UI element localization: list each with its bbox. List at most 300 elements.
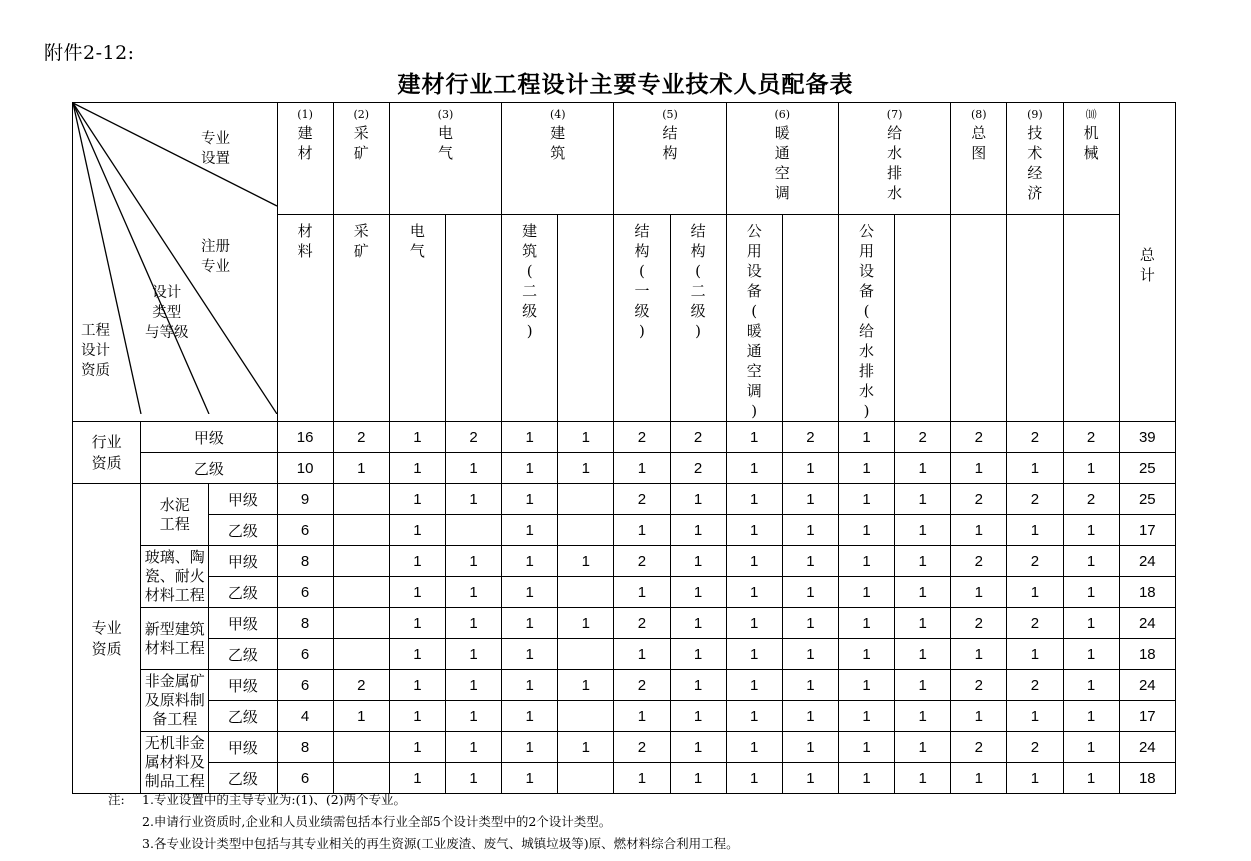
staff-count: 1 (670, 577, 726, 608)
specialty-header (1007, 103, 1063, 215)
staff-count (558, 639, 614, 670)
staff-count: 1 (558, 546, 614, 577)
corner-text: 类型 (152, 305, 182, 321)
staff-count: 8 (277, 546, 333, 577)
staff-count (333, 639, 389, 670)
registered-char: 料 (297, 242, 313, 260)
registered-specialty (895, 215, 951, 422)
design-type-label-text: 制品工程 (144, 772, 205, 790)
professional-qualification-label-text: 专业 (91, 618, 122, 637)
staff-count: 1 (726, 546, 782, 577)
staff-count: 1 (726, 670, 782, 701)
staff-count: 2 (1007, 546, 1063, 577)
staff-count: 1 (670, 639, 726, 670)
staff-count: 2 (1007, 732, 1063, 763)
specialty-number: (8) (970, 108, 987, 121)
staff-count: 1 (838, 453, 894, 484)
design-type-label-text: 玻璃、陶 (144, 548, 205, 566)
registered-char: ) (863, 402, 870, 420)
registered-specialty (277, 215, 333, 422)
registered-specialty (445, 215, 501, 422)
registered-specialty (1007, 215, 1063, 422)
staff-count: 1 (445, 701, 501, 732)
staff-count: 1 (838, 608, 894, 639)
staff-count (558, 515, 614, 546)
registered-char: 结 (690, 222, 706, 240)
registered-char: 用 (859, 242, 875, 260)
registered-char: 级 (522, 302, 538, 320)
staff-count: 1 (895, 763, 951, 794)
specialty-name-char: 术 (1027, 144, 1043, 163)
staff-count: 1 (445, 732, 501, 763)
registered-char: 二 (522, 282, 538, 300)
design-type-label (141, 484, 209, 546)
staff-count: 1 (895, 484, 951, 515)
specialty-name-char: 水 (887, 184, 903, 203)
staff-count: 2 (670, 453, 726, 484)
registered-specialty (951, 215, 1007, 422)
registered-char: ( (695, 262, 702, 280)
registered-char: 电 (409, 222, 425, 240)
specialty-name-char: 总 (971, 124, 987, 143)
staff-count: 1 (614, 701, 670, 732)
corner-qualification-label (81, 321, 110, 381)
staff-count: 1 (389, 670, 445, 701)
staff-count: 1 (614, 453, 670, 484)
staff-count: 2 (951, 670, 1007, 701)
staff-count: 1 (389, 546, 445, 577)
specialty-number: (9) (1027, 108, 1043, 121)
staff-count: 1 (951, 515, 1007, 546)
table-row (73, 484, 1176, 515)
staff-count: 6 (277, 639, 333, 670)
specialty-name-char: 图 (971, 144, 987, 163)
staff-count: 1 (670, 701, 726, 732)
specialty-number: (4) (549, 108, 566, 121)
industry-qualification-label (73, 422, 141, 484)
staff-count: 1 (502, 763, 558, 794)
table-row (73, 515, 1176, 546)
registered-char: 设 (746, 262, 762, 280)
specialty-name-char: 济 (1027, 184, 1043, 203)
staff-count: 2 (782, 422, 838, 453)
staff-count: 1 (502, 515, 558, 546)
specialty-header (389, 103, 501, 215)
specialty-name-char: 构 (662, 144, 678, 163)
staff-count: 1 (333, 453, 389, 484)
design-type-label-text: 属材料及 (144, 753, 205, 771)
staff-count: 2 (951, 422, 1007, 453)
staff-count: 2 (614, 546, 670, 577)
registered-char: ) (695, 322, 702, 340)
grade-label: 甲级 (209, 608, 277, 639)
total-value: 18 (1119, 763, 1175, 794)
design-type-label (141, 732, 209, 794)
staff-count: 2 (1007, 670, 1063, 701)
design-type-label-text: 水泥 (159, 495, 190, 514)
corner-text: 专业 (201, 259, 230, 275)
staff-count: 1 (502, 422, 558, 453)
registered-char: 调 (746, 382, 762, 400)
specialty-number: (5) (662, 108, 678, 121)
specialty-name-char: 技 (1027, 124, 1043, 143)
staff-count: 2 (1007, 608, 1063, 639)
corner-specialty-label (201, 129, 230, 169)
total-value: 25 (1119, 453, 1175, 484)
staff-count: 1 (838, 670, 894, 701)
registered-char: 备 (859, 282, 875, 300)
grade-label: 甲级 (209, 484, 277, 515)
registered-char: 筑 (522, 242, 538, 260)
specialty-name-char: 建 (550, 124, 566, 143)
staff-count: 1 (838, 515, 894, 546)
staff-count: 4 (277, 701, 333, 732)
design-type-label (141, 546, 209, 608)
design-type-label-text: 工程 (159, 514, 190, 533)
grade-label: 乙级 (209, 639, 277, 670)
staff-count: 1 (782, 484, 838, 515)
staff-count: 1 (558, 453, 614, 484)
registered-char: 给 (859, 322, 875, 340)
staff-count: 1 (670, 670, 726, 701)
staff-count: 1 (1063, 577, 1119, 608)
staff-count: 2 (1063, 422, 1119, 453)
grade-label: 甲级 (209, 546, 277, 577)
total-value: 17 (1119, 515, 1175, 546)
staff-count: 1 (1063, 732, 1119, 763)
corner-text: 与等级 (145, 325, 189, 341)
table-row (73, 422, 1176, 453)
registered-char: ( (751, 302, 758, 320)
staff-count: 1 (782, 453, 838, 484)
staff-count: 1 (726, 763, 782, 794)
staff-count: 1 (895, 670, 951, 701)
staff-count: 1 (782, 608, 838, 639)
staff-count: 1 (670, 732, 726, 763)
staff-count: 2 (333, 422, 389, 453)
specialty-header (333, 103, 389, 215)
footnote-line: 3.各专业设计类型中包括与其专业相关的再生资源(工业废渣、废气、城镇垃圾等)原、燃材料综合利用工程。 (142, 836, 739, 851)
specialty-name-char: 建 (297, 124, 313, 143)
registered-char: 一 (634, 282, 650, 300)
staff-count: 1 (726, 484, 782, 515)
staff-count: 1 (502, 670, 558, 701)
staff-count: 1 (445, 546, 501, 577)
staff-count: 1 (670, 608, 726, 639)
registered-specialty (782, 215, 838, 422)
registered-specialty (1063, 215, 1119, 422)
staff-count: 9 (277, 484, 333, 515)
specialty-name-char: 采 (353, 124, 369, 143)
staff-count: 1 (951, 577, 1007, 608)
staff-count: 1 (895, 515, 951, 546)
staff-count: 1 (838, 763, 894, 794)
staff-count: 1 (389, 763, 445, 794)
total-value: 25 (1119, 484, 1175, 515)
corner-text: 资质 (81, 363, 110, 379)
staff-count: 1 (1007, 515, 1063, 546)
staff-count: 1 (782, 515, 838, 546)
staff-count: 1 (726, 515, 782, 546)
table-row (73, 732, 1176, 763)
staff-count: 6 (277, 515, 333, 546)
staff-count: 1 (333, 701, 389, 732)
staff-count: 1 (670, 515, 726, 546)
grade-label: 乙级 (209, 763, 277, 794)
staff-count: 1 (726, 639, 782, 670)
grade-label: 甲级 (209, 670, 277, 701)
staff-count: 1 (726, 701, 782, 732)
staff-count: 1 (1063, 546, 1119, 577)
specialty-name-char: 通 (774, 144, 790, 163)
specialty-name-char: 结 (662, 124, 678, 143)
table-row (73, 701, 1176, 732)
staff-count: 1 (558, 608, 614, 639)
staff-count: 1 (838, 422, 894, 453)
registered-char: 级 (634, 302, 650, 320)
staff-count: 1 (1007, 639, 1063, 670)
specialty-number: (6) (774, 108, 791, 121)
specialty-number: ⑽ (1085, 108, 1097, 121)
total-value: 24 (1119, 608, 1175, 639)
staff-count: 2 (614, 732, 670, 763)
staff-count: 1 (951, 763, 1007, 794)
total-header (1119, 103, 1175, 422)
staff-count: 2 (951, 732, 1007, 763)
specialty-number: (3) (437, 108, 454, 121)
staff-count: 1 (670, 763, 726, 794)
staff-count: 1 (838, 484, 894, 515)
table-row (73, 639, 1176, 670)
staff-count: 1 (1063, 608, 1119, 639)
registered-char: 水 (859, 342, 875, 360)
table-row (73, 608, 1176, 639)
total-value: 18 (1119, 577, 1175, 608)
registered-char: 气 (409, 242, 425, 260)
staff-count: 8 (277, 732, 333, 763)
staff-count: 1 (445, 577, 501, 608)
registered-specialty (558, 215, 614, 422)
design-type-label-text: 新型建筑 (144, 619, 205, 638)
design-type-label-text: 材料工程 (144, 638, 205, 657)
staff-count: 1 (782, 670, 838, 701)
staff-count: 1 (389, 422, 445, 453)
staffing-table (72, 102, 1176, 794)
grade-label: 乙级 (209, 701, 277, 732)
registered-char: 结 (634, 222, 650, 240)
staff-count (333, 608, 389, 639)
design-type-label-text: 瓷、耐火 (144, 567, 205, 585)
staff-count: 1 (502, 701, 558, 732)
staff-count: 1 (389, 484, 445, 515)
staff-count: 1 (558, 422, 614, 453)
staff-count: 1 (895, 732, 951, 763)
specialty-name-char: 空 (774, 164, 790, 183)
specialty-name-char: 排 (887, 164, 903, 183)
staff-count: 1 (726, 453, 782, 484)
design-type-label-text: 材料工程 (144, 586, 205, 604)
staff-count: 1 (782, 763, 838, 794)
registered-char: 设 (859, 262, 875, 280)
corner-text: 设置 (201, 151, 230, 167)
staff-count: 1 (670, 484, 726, 515)
design-type-label (141, 608, 209, 670)
staff-count: 1 (895, 701, 951, 732)
staff-count (445, 515, 501, 546)
staff-count: 1 (951, 639, 1007, 670)
staff-count: 1 (838, 639, 894, 670)
staff-count: 1 (445, 670, 501, 701)
staff-count: 2 (1007, 422, 1063, 453)
staff-count: 2 (670, 422, 726, 453)
staff-count: 2 (614, 484, 670, 515)
staff-count: 2 (445, 422, 501, 453)
staff-count: 1 (895, 608, 951, 639)
specialty-name-char: 械 (1083, 144, 1099, 163)
staff-count: 1 (838, 577, 894, 608)
staff-count: 1 (895, 639, 951, 670)
staff-count: 1 (445, 608, 501, 639)
staff-count (333, 577, 389, 608)
registered-specialty (670, 215, 726, 422)
registered-char: 级 (690, 302, 706, 320)
staff-count: 1 (389, 639, 445, 670)
registered-char: 用 (746, 242, 762, 260)
specialty-number: (7) (886, 108, 903, 121)
footnote-line: 2.申请行业资质时,企业和人员业绩需包括本行业全部5个设计类型中的2个设计类型。 (142, 814, 612, 829)
registered-char: ( (526, 262, 533, 280)
registered-char: 材 (297, 222, 313, 240)
staff-count: 1 (1007, 763, 1063, 794)
staff-count: 1 (502, 484, 558, 515)
staff-count: 1 (614, 639, 670, 670)
staff-count: 1 (1063, 670, 1119, 701)
table-row (73, 453, 1176, 484)
staff-count (333, 546, 389, 577)
staff-count: 1 (445, 484, 501, 515)
footnote-lead: 注: (108, 792, 125, 807)
specialty-header (614, 103, 726, 215)
registered-char: ) (639, 322, 645, 340)
specialty-name-char: 矿 (353, 144, 369, 163)
staff-count: 1 (389, 608, 445, 639)
staff-count: 10 (277, 453, 333, 484)
registered-specialty (726, 215, 782, 422)
registered-specialty (333, 215, 389, 422)
specialty-number: (2) (353, 108, 370, 121)
design-type-label-text: 备工程 (152, 710, 198, 728)
staff-count: 1 (502, 732, 558, 763)
registered-char: ) (526, 322, 533, 340)
registered-char: 备 (746, 282, 762, 300)
registered-char: 空 (746, 362, 762, 380)
registered-char: 建 (522, 222, 538, 240)
total-header-char: 总 (1139, 246, 1155, 264)
registered-char: 排 (859, 362, 875, 380)
footnote-line (108, 789, 739, 811)
staff-count: 1 (838, 732, 894, 763)
total-value: 24 (1119, 546, 1175, 577)
staff-count: 1 (558, 670, 614, 701)
registered-char: 水 (859, 382, 875, 400)
registered-specialty (502, 215, 558, 422)
specialty-header (277, 103, 333, 215)
specialty-name-char: 气 (437, 144, 453, 163)
specialty-header (502, 103, 614, 215)
grade-label: 甲级 (209, 732, 277, 763)
table-row (73, 546, 1176, 577)
specialty-name-char: 机 (1083, 124, 1099, 143)
staff-count: 1 (558, 732, 614, 763)
registered-char: ( (639, 262, 645, 280)
staff-count: 2 (1007, 484, 1063, 515)
staff-count (333, 732, 389, 763)
registered-char: 暖 (746, 322, 762, 340)
specialty-header (838, 103, 950, 215)
staff-count (333, 484, 389, 515)
staff-count: 1 (1063, 701, 1119, 732)
staff-count: 1 (782, 732, 838, 763)
staff-count: 1 (614, 577, 670, 608)
design-type-label-text: 非金属矿 (144, 672, 205, 690)
staff-count: 1 (614, 515, 670, 546)
registered-char: 矿 (353, 242, 369, 260)
staff-count: 1 (838, 546, 894, 577)
corner-text: 专业 (201, 131, 230, 147)
registered-char: 构 (690, 242, 706, 260)
attachment-label: 附件2-12: (44, 42, 135, 64)
staff-count: 2 (951, 484, 1007, 515)
grade-label: 乙级 (141, 453, 277, 484)
staff-count: 1 (1063, 515, 1119, 546)
industry-qualification-label-text: 资质 (91, 453, 122, 472)
corner-registered-label (201, 237, 230, 277)
staff-count: 6 (277, 670, 333, 701)
registered-char: ) (751, 402, 758, 420)
total-value: 39 (1119, 422, 1175, 453)
staff-count: 1 (895, 546, 951, 577)
staff-count (333, 515, 389, 546)
registered-char: ( (863, 302, 870, 320)
staff-count: 1 (726, 422, 782, 453)
corner-text: 注册 (201, 239, 230, 255)
staff-count: 1 (782, 701, 838, 732)
specialty-name-char: 调 (774, 184, 790, 203)
registered-specialty (614, 215, 670, 422)
staff-count: 1 (782, 546, 838, 577)
design-type-label-text: 无机非金 (144, 734, 205, 752)
registered-char: 二 (690, 282, 706, 300)
corner-type-label (145, 283, 189, 343)
staff-count: 1 (1007, 453, 1063, 484)
staff-count: 1 (389, 515, 445, 546)
grade-label: 乙级 (209, 577, 277, 608)
grade-label: 乙级 (209, 515, 277, 546)
staff-count: 1 (782, 577, 838, 608)
staff-count: 1 (1007, 701, 1063, 732)
professional-qualification-label-text: 资质 (91, 639, 122, 658)
specialty-name-char: 电 (437, 124, 453, 143)
staff-count: 1 (895, 453, 951, 484)
staff-count: 1 (895, 577, 951, 608)
staff-count: 2 (614, 608, 670, 639)
staff-count: 2 (951, 608, 1007, 639)
staff-count: 1 (389, 701, 445, 732)
corner-text: 设计 (152, 285, 182, 301)
staff-count: 1 (782, 639, 838, 670)
page-title: 建材行业工程设计主要专业技术人员配备表 (397, 71, 854, 98)
footnotes (108, 789, 739, 855)
